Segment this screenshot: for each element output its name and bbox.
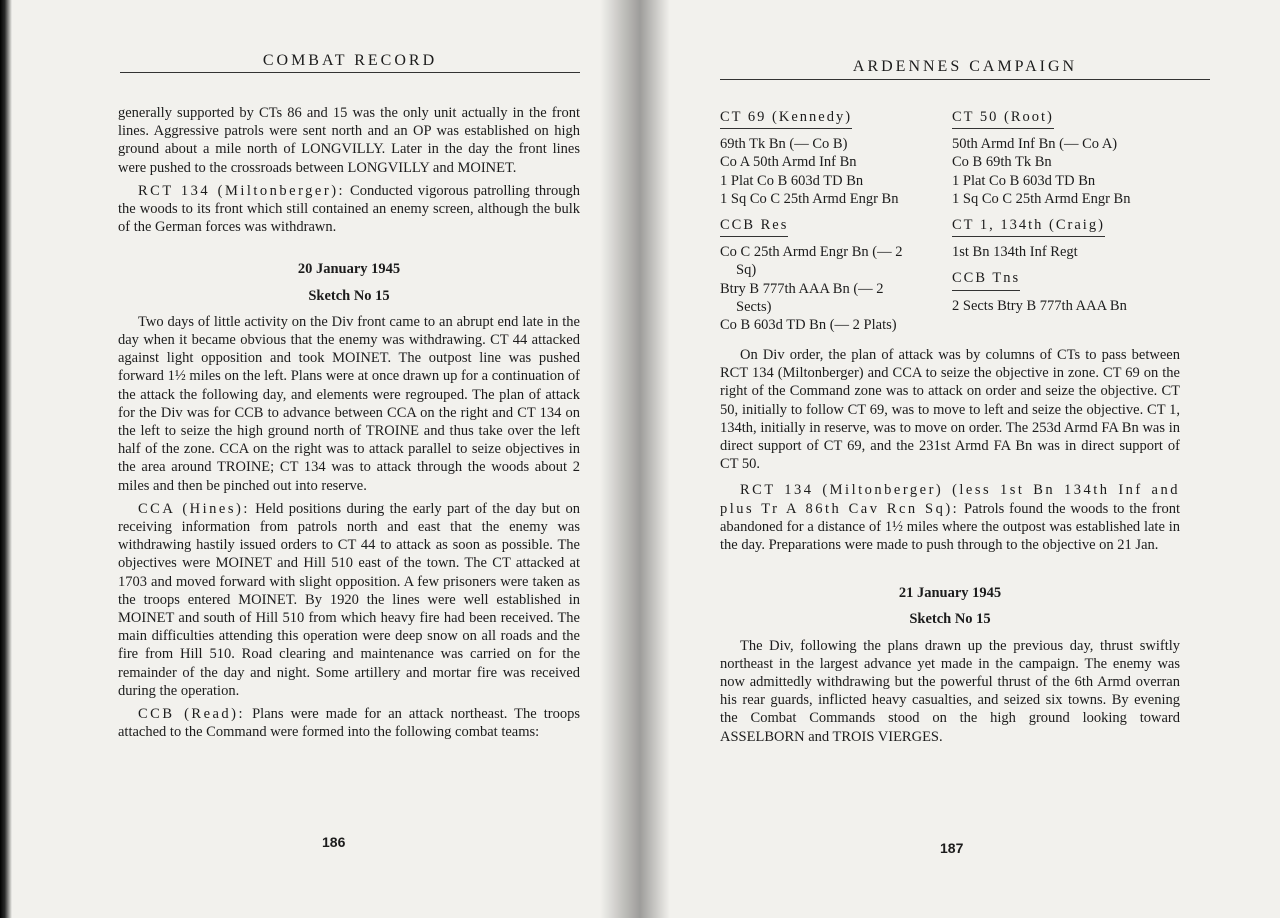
head-rule-right bbox=[720, 79, 1210, 80]
team-ccb-res bbox=[720, 216, 950, 334]
gutter-shadow-right bbox=[640, 0, 670, 918]
date-heading-20-jan: 20 January 1945 bbox=[297, 261, 401, 278]
paragraph-top: generally supported by CTs 86 and 15 was the only unit actually in the front lines. Aggressive patrols were sent north and an OP was established on high ground about a mile north of LONGVILLY. Later in the day the front lines were pushed to the crossroads between LONGVILLY and MOINET. bbox=[118, 105, 580, 176]
right-page bbox=[640, 0, 1280, 918]
team-ct69 bbox=[720, 108, 950, 208]
teams-right-column bbox=[952, 108, 1182, 323]
team-title: CCB Tns bbox=[952, 269, 1020, 290]
team-line: Co A 50th Armd Inf Bn bbox=[720, 154, 857, 171]
team-line: Sq) bbox=[736, 262, 757, 279]
ccb-label: CCB (Read): bbox=[138, 706, 246, 723]
team-line: 1 Plat Co B 603d TD Bn bbox=[952, 172, 1096, 189]
cca-text: Held positions during the early part of the day but on receiving information from patrols north and east that the enemy was withdrawing hastily issued orders to CT 44 to attack as soon as possible. The objectives were MOINET and Hill 510 east of the town. The CT attacked at 1703 and moved forward with slight opposition. A few prisoners were taken as the troops entered MOINET. By 1920 the lines were well established in MOINET and south of Hill 510 from which heavy fire had been received. The main difficulties attending this operation were deep snow on all roads and the fire from Hill 510. Road clearing and maintenance was carried on for the remainder of the day and night. Some artillery and mortar fire was received during the operation. bbox=[118, 500, 580, 699]
team-title: CT 50 (Root) bbox=[952, 108, 1054, 129]
team-line: 1 Sq Co C 25th Armd Engr Bn bbox=[720, 190, 899, 207]
team-title: CCB Res bbox=[720, 216, 788, 237]
sketch-heading-left: Sketch No 15 bbox=[308, 287, 390, 304]
teams-left-column bbox=[720, 108, 950, 342]
ccb-text: Plans were made for an attack northeast. The troops attached to the Command were formed into the following combat teams: bbox=[118, 706, 580, 741]
paragraph-div-order: On Div order, the plan of attack was by columns of CTs to pass between RCT 134 (Miltonberger) and CCA to seize the objective in zone. CT 69 on the right of the Command zone was to attack on order and seize the objective. CT 50, initially to follow CT 69, was to move to left and seize the objective. CT 1, 134th, initially in reserve, was to move on order. The 253d Armd FA Bn was in direct support of CT 69, and the 231st Armd FA Bn was in direct support of CT 50. bbox=[720, 347, 1180, 473]
cca-label: CCA (Hines): bbox=[138, 500, 250, 517]
team-line: Co B 69th Tk Bn bbox=[952, 154, 1052, 171]
right-text-block bbox=[720, 346, 1180, 751]
team-line: 69th Tk Bn (— Co B) bbox=[720, 136, 848, 153]
team-title: CT 69 (Kennedy) bbox=[720, 108, 852, 129]
running-head-left: COMBAT RECORD bbox=[262, 52, 438, 69]
team-line: 1 Sq Co C 25th Armd Engr Bn bbox=[952, 190, 1131, 207]
team-line: 1st Bn 134th Inf Regt bbox=[952, 244, 1078, 261]
team-line: Sects) bbox=[736, 298, 772, 315]
team-line: 50th Armd Inf Bn (— Co A) bbox=[952, 136, 1118, 153]
paragraph-div-following: The Div, following the plans drawn up the previous day, thrust swiftly northeast in the largest advance yet made in the campaign. The enemy was now admittedly withdrawing but the powerful thrust of the 6th Armd overran his rear guards, inflicted heavy casualties, and seized six towns. By evening the Combat Commands stood on the high ground looking toward ASSELBORN and TROIS VIERGES. bbox=[720, 637, 1180, 745]
page-edge-shadow bbox=[0, 0, 12, 918]
team-line: 1 Plat Co B 603d TD Bn bbox=[720, 172, 864, 189]
sketch-heading-right: Sketch No 15 bbox=[909, 611, 991, 628]
paragraph-rct134-right bbox=[720, 481, 1180, 554]
rct134-text: Conducted vigorous patrolling through the woods to its front which still contained an enemy screen, although the bulk of the German forces was withdrawn. bbox=[118, 182, 580, 236]
running-head-right: ARDENNES CAMPAIGN bbox=[852, 58, 1078, 75]
left-text-block bbox=[118, 104, 580, 747]
team-line: Btry B 777th AAA Bn (— 2 bbox=[720, 280, 884, 297]
team-title: CT 1, 134th (Craig) bbox=[952, 216, 1105, 237]
head-rule-left bbox=[120, 72, 580, 73]
team-ct50 bbox=[952, 108, 1182, 208]
rct134-right-text: Patrols found the woods to the front abandoned for a distance of 1½ miles where the outpost was established late in the day. Preparations were made to push through to the objective on 21 Jan. bbox=[720, 500, 1180, 554]
paragraph-rct134 bbox=[118, 182, 580, 237]
team-ct1-134th bbox=[952, 216, 1182, 261]
gutter-shadow bbox=[600, 0, 640, 918]
paragraph-two-days: Two days of little activity on the Div front came to an abrupt end late in the day when it became obvious that the enemy was withdrawing. CT 44 attacked against light opposition and took MOINET. The outpost line was pushed forward 1½ miles on the left. Plans were at once drawn up for a continuation of the attack the following day, and elements were regrouped. The plan of attack for the Div was for CCB to advance between CCA on the right and CT 134 on the left to seize the high ground north of TROINE and thus take over the left half of the zone. CCA on the right was to attack parallel to seize objectives in the area around TROINE; CT 134 was to attack through the woods about 2 miles and then be pinched out into reserve. bbox=[118, 313, 580, 494]
rct134-right-label: RCT 134 (Miltonberger) (less 1st Bn 134th Inf and plus Tr A 86th Cav Rcn Sq): bbox=[720, 482, 1180, 517]
page-number-left: 186 bbox=[322, 834, 346, 850]
team-line: 2 Sects Btry B 777th AAA Bn bbox=[952, 297, 1127, 314]
team-ccb-tns bbox=[952, 269, 1182, 314]
rct134-label: RCT 134 (Miltonberger): bbox=[138, 182, 346, 199]
page-number-right: 187 bbox=[940, 840, 964, 856]
paragraph-cca bbox=[118, 500, 580, 700]
team-line: Co C 25th Armd Engr Bn (— 2 bbox=[720, 244, 903, 261]
date-heading-21-jan: 21 January 1945 bbox=[898, 585, 1002, 602]
paragraph-ccb bbox=[118, 705, 580, 741]
team-line: Co B 603d TD Bn (— 2 Plats) bbox=[720, 317, 897, 334]
